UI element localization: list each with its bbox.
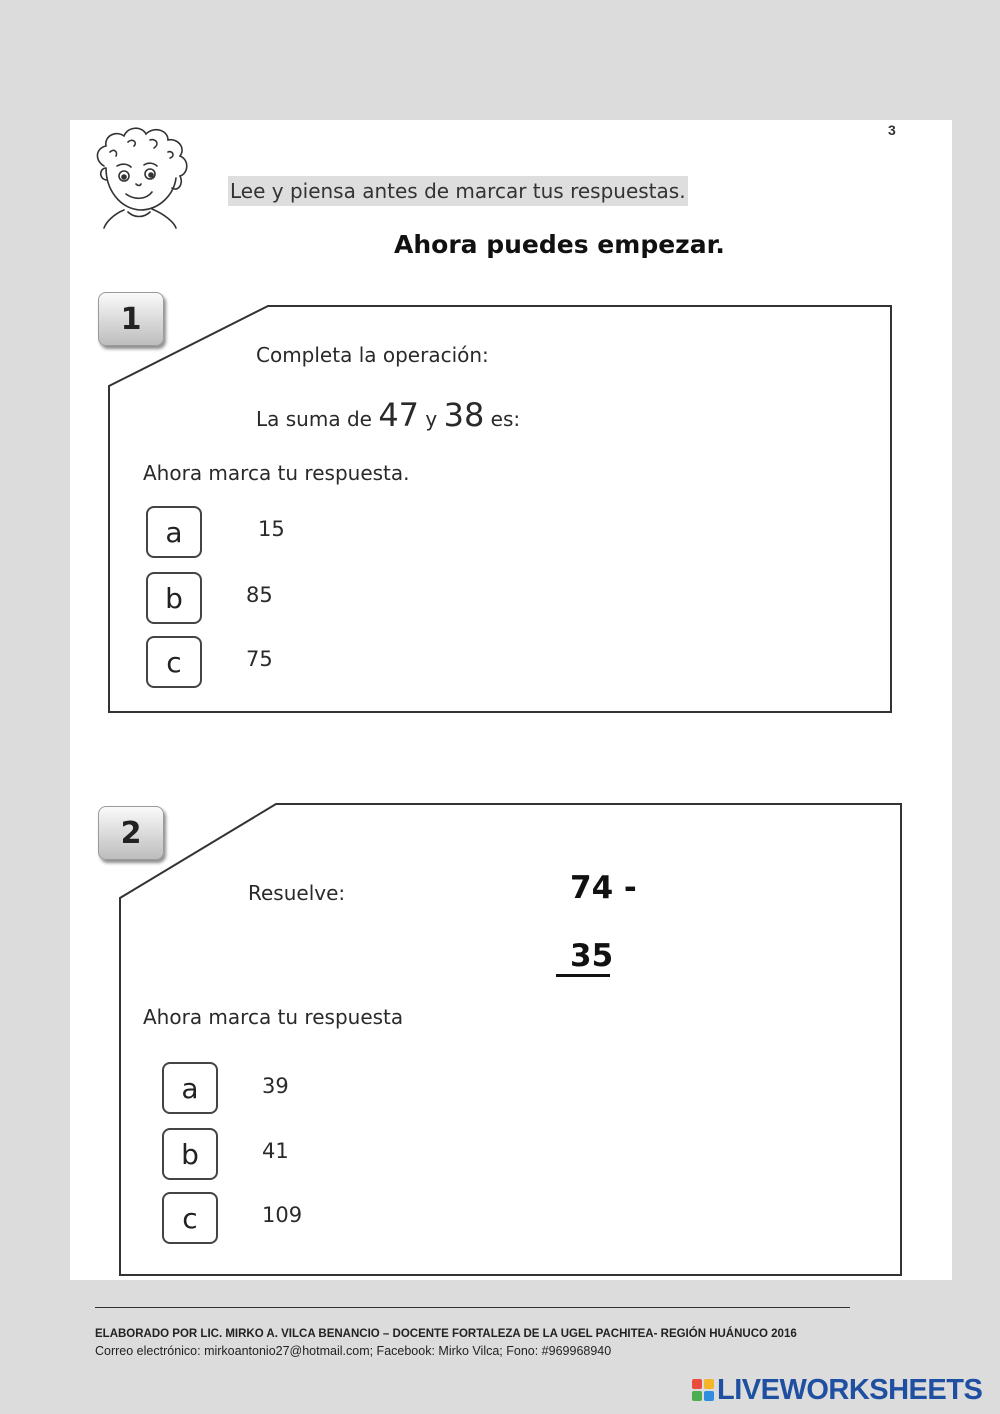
question-2-option-c-value: 109	[262, 1203, 303, 1227]
question-1-option-c-value: 75	[246, 647, 273, 671]
liveworksheets-wordmark: LIVEWORKSHEETS	[717, 1373, 983, 1406]
question-1-frame	[100, 296, 900, 720]
question-2-prompt: Resuelve:	[248, 881, 346, 905]
question-1-option-a[interactable]: a	[146, 506, 202, 558]
question-1-prompt: Completa la operación:	[256, 343, 489, 367]
logo-square-v	[692, 1391, 702, 1401]
question-2-mark-text: Ahora marca tu respuesta	[143, 1005, 404, 1029]
question-2-option-b-value: 41	[262, 1139, 289, 1163]
question-1-sum	[256, 396, 520, 438]
sum-suffix: es:	[490, 407, 521, 431]
page-subtitle: Ahora puedes empezar.	[394, 230, 725, 259]
question-2-frame	[110, 794, 910, 1282]
question-2-option-a-value: 39	[262, 1074, 289, 1098]
question-2-number-badge: 2	[98, 806, 164, 860]
question-1-option-b-value: 85	[246, 583, 273, 607]
question-1-mark-text: Ahora marca tu respuesta.	[143, 461, 410, 485]
question-1-option-c[interactable]: c	[146, 636, 202, 688]
page-number: 3	[888, 122, 896, 138]
question-2-option-b[interactable]: b	[162, 1128, 218, 1180]
boy-face-icon	[84, 122, 202, 230]
subtraction-subtrahend: 35	[570, 938, 614, 974]
question-2-option-a[interactable]: a	[162, 1062, 218, 1114]
liveworksheets-logo[interactable]	[692, 1374, 982, 1406]
footer-contact: Correo electrónico: mirkoantonio27@hotmail.com; Facebook: Mirko Vilca; Fono: #969968940	[95, 1344, 612, 1358]
question-1-option-a-value: 15	[258, 517, 285, 541]
question-1-number-badge: 1	[98, 292, 164, 346]
footer-author: ELABORADO POR LIC. MIRKO A. VILCA BENANCIO – DOCENTE FORTALEZA DE LA UGEL PACHITEA- REGIÓN HUÁNUCO 2016	[95, 1328, 797, 1340]
logo-square-i	[704, 1379, 714, 1389]
question-2-option-c[interactable]: c	[162, 1192, 218, 1244]
question-1-option-b[interactable]: b	[146, 572, 202, 624]
addend-2: 38	[443, 396, 485, 434]
sum-connector: y	[425, 407, 438, 431]
instruction-text: Lee y piensa antes de marcar tus respuestas.	[228, 176, 688, 206]
addend-1: 47	[378, 396, 420, 434]
logo-square-e	[704, 1391, 714, 1401]
sum-prefix: La suma de	[256, 407, 372, 431]
logo-square-l	[692, 1379, 702, 1389]
subtraction-minuend: 74 -	[570, 870, 637, 906]
footer-divider	[95, 1307, 850, 1308]
subtraction-underline	[556, 974, 610, 977]
liveworksheets-logo-icon	[692, 1379, 714, 1401]
